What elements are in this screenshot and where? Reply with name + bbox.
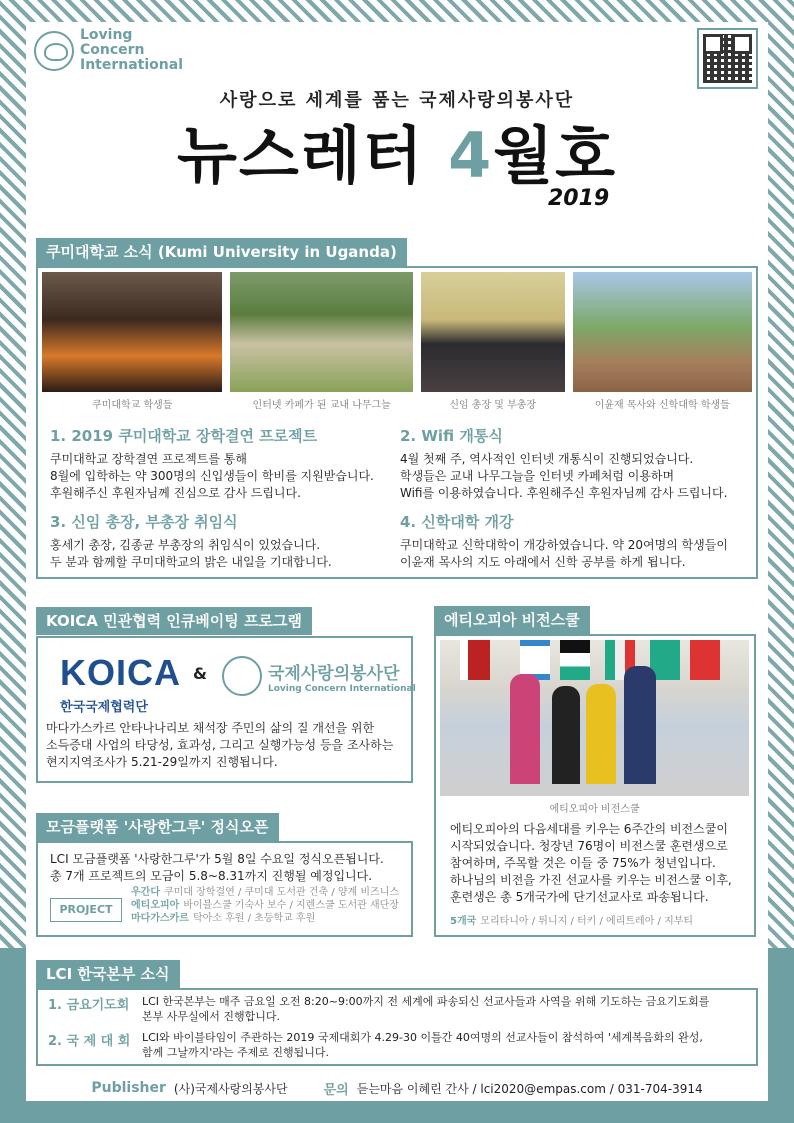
koica-body — [46, 720, 393, 771]
ampersand: & — [193, 664, 207, 683]
hq-row-conference — [48, 1030, 703, 1060]
body-line: 참여하며, 주목할 것은 이들 중 75%가 청년입니다. — [450, 856, 716, 870]
body-line: 소득증대 사업의 타당성, 효과성, 그리고 실행가능성 등을 조사하는 — [46, 738, 394, 752]
body-line: 훈련생은 총 5개국가에 단기선교사로 파송됩니다. — [450, 890, 709, 904]
item-line: 이윤재 목사의 지도 아래에서 신학 공부를 하게 됩니다. — [400, 555, 686, 569]
title-part2: 월호 — [493, 119, 618, 192]
kumi-photo[interactable] — [42, 272, 222, 411]
hq-section-heading: LCI 한국본부 소식 — [36, 960, 180, 988]
logo-line2: Concern — [80, 42, 145, 58]
person-figure — [624, 666, 656, 784]
body-line: 하나님의 비전을 가진 선교사를 키우는 비전스쿨 이후, — [450, 873, 732, 887]
qr-code-icon — [703, 34, 752, 83]
item-title: 4. 신학대학 개강 — [400, 513, 514, 531]
title-month: 4 — [448, 119, 494, 192]
globe-dove-icon — [34, 31, 74, 71]
item-line: 8월에 입학하는 약 300명의 신입생들이 학비를 지원받습니다. — [50, 469, 374, 483]
lci-logo[interactable] — [34, 28, 183, 73]
inquiry-label: 문의 — [323, 1082, 349, 1098]
vision-school-photo[interactable] — [440, 640, 749, 796]
lci-english-name: Loving Concern International — [268, 683, 416, 694]
lci-partner-logo — [222, 656, 416, 696]
page-title — [0, 106, 794, 195]
students-photo — [42, 272, 222, 392]
kumi-item-inauguration — [50, 511, 332, 571]
item-line: 학생들은 교내 나무그늘을 인터넷 카페처럼 이용하며 — [400, 469, 675, 483]
kumi-photo[interactable] — [230, 272, 412, 411]
body-line: 시작되었습니다. 청장년 76명이 비전스쿨 훈련생으로 — [450, 839, 728, 853]
inquiry-contact[interactable]: 듣는마음 이혜린 간사 / lci2020@empas.com / 031-704-3914 — [356, 1081, 703, 1096]
person-figure — [552, 686, 580, 784]
koica-section-heading: KOICA 민관협력 인큐베이팅 프로그램 — [36, 607, 312, 635]
kumi-item-wifi — [400, 425, 727, 502]
photo-caption: 쿠미대학교 학생들 — [92, 400, 173, 411]
body-line: 에티오피아의 다음세대를 키우는 6주간의 비전스쿨이 — [450, 822, 728, 836]
globe-dove-icon — [222, 656, 262, 696]
list-item: 마다가스카르 탁아소 후원 / 초등학교 후원 — [131, 913, 316, 924]
item-title: 3. 신임 총장, 부총장 취임식 — [50, 513, 238, 531]
project-button[interactable]: PROJECT — [50, 898, 122, 922]
hq-row-prayer — [48, 994, 709, 1024]
kumi-item-theology — [400, 511, 728, 571]
publisher-name: (사)국제사랑의봉사단 — [173, 1081, 288, 1096]
photo-caption: 이윤재 목사와 신학대학 학생들 — [594, 400, 730, 411]
ethiopia-body — [450, 821, 732, 906]
title-part1: 뉴스레터 — [176, 119, 449, 192]
kumi-section-heading: 쿠미대학교 소식 (Kumi University in Uganda) — [36, 238, 407, 266]
body-line: 마다가스카르 안타나나리보 채석장 주민의 삶의 질 개선을 위한 — [46, 721, 375, 735]
row-label: 2. 국 제 대 회 — [48, 1034, 131, 1049]
item-line: 4월 첫째 주, 역사적인 인터넷 개통식이 진행되었습니다. — [400, 452, 694, 466]
koica-wordmark: KOICA — [60, 652, 181, 693]
item-line: Wifi를 이용하였습니다. 후원해주신 후원자님께 감사 드립니다. — [400, 486, 728, 500]
item-line: 두 분과 함께할 쿠미대학교의 밝은 내일을 기대합니다. — [50, 555, 332, 569]
president-photo — [421, 272, 565, 392]
kumi-photo[interactable] — [573, 272, 752, 411]
logo-line3: International — [80, 57, 184, 73]
photo-caption: 인터넷 카페가 된 교내 나무그늘 — [252, 400, 391, 411]
item-line: 쿠미대학교 신학대학이 개강하였습니다. 약 20여명의 학생들이 — [400, 538, 728, 552]
koica-logo — [60, 652, 181, 715]
kumi-photo[interactable] — [421, 272, 565, 411]
lci-korean-name: 국제사랑의봉사단 — [268, 663, 400, 684]
body-line: LCI 한국본부는 매주 금요일 오전 8:20~9:00까지 전 세계에 파송되신 선교사들과 사역을 위해 기도하는 금요기도회를 — [142, 995, 710, 1008]
person-figure — [586, 684, 616, 784]
flag-decoration — [460, 640, 490, 680]
item-line: 홍세기 총장, 김종균 부총장의 취임식이 있었습니다. — [50, 538, 321, 552]
qr-code[interactable] — [697, 28, 758, 89]
body-line: LCI와 바이블타임이 주관하는 2019 국제대회가 4.29-30 이틀간 40여명의 선교사들이 참석하여 '세계복음화의 완성, — [142, 1031, 703, 1044]
list-item: 우간다 쿠미대 장학결연 / 쿠미대 도서관 건축 / 양계 비즈니스 — [131, 887, 400, 898]
publisher-label: Publisher — [91, 1080, 166, 1096]
koica-subtitle: 한국국제협력단 — [60, 700, 148, 715]
flag-decoration — [560, 640, 590, 680]
logo-line1: Loving — [80, 27, 133, 43]
country-list: 5개국 모리타니아 / 튀니지 / 터키 / 에리트레아 / 지부티 — [450, 916, 694, 927]
theology-students-photo — [573, 272, 752, 392]
body-line: 본부 사무실에서 진행합니다. — [142, 1010, 281, 1023]
issue-year: 2019 — [548, 186, 610, 211]
body-line: LCI 모금플랫폼 '사랑한그루'가 5월 8일 수요일 정식오픈됩니다. — [50, 852, 384, 866]
photo-caption: 신임 총장 및 부총장 — [449, 400, 537, 411]
body-line: 총 7개 프로젝트의 모금이 5.8~8.31까지 진행될 예정입니다. — [50, 869, 373, 883]
footer — [26, 1075, 768, 1101]
platform-section-heading: 모금플랫폼 '사랑한그루' 정식오픈 — [36, 813, 279, 841]
platform-body — [50, 851, 384, 885]
flag-decoration — [690, 640, 720, 680]
kumi-item-scholarship — [50, 425, 374, 502]
item-line: 쿠미대학교 장학결연 프로젝트를 통해 — [50, 452, 247, 466]
item-title: 2. Wifi 개통식 — [400, 427, 503, 445]
body-line: 함께 그날까지'라는 주제로 진행됩니다. — [142, 1046, 330, 1059]
body-line: 현지지역조사가 5.21-29일까지 진행됩니다. — [46, 755, 278, 769]
ethiopia-section-heading: 에티오피아 비전스쿨 — [434, 606, 590, 634]
tagline: 사랑으로 세계를 품는 국제사랑의봉사단 — [219, 90, 575, 111]
kumi-photo-row — [42, 272, 752, 411]
project-list — [131, 886, 399, 925]
photo-caption: 에티오피아 비전스쿨 — [549, 804, 640, 815]
row-label: 1. 금요기도회 — [48, 998, 130, 1013]
person-figure — [510, 674, 540, 784]
tree-shade-photo — [230, 272, 412, 392]
item-line: 후원해주신 후원자님께 진심으로 감사 드립니다. — [50, 486, 301, 500]
item-title: 1. 2019 쿠미대학교 장학결연 프로젝트 — [50, 427, 318, 445]
list-item: 에티오피아 바이블스쿨 기숙사 보수 / 지렌스쿨 도서관 새단장 — [131, 900, 399, 911]
